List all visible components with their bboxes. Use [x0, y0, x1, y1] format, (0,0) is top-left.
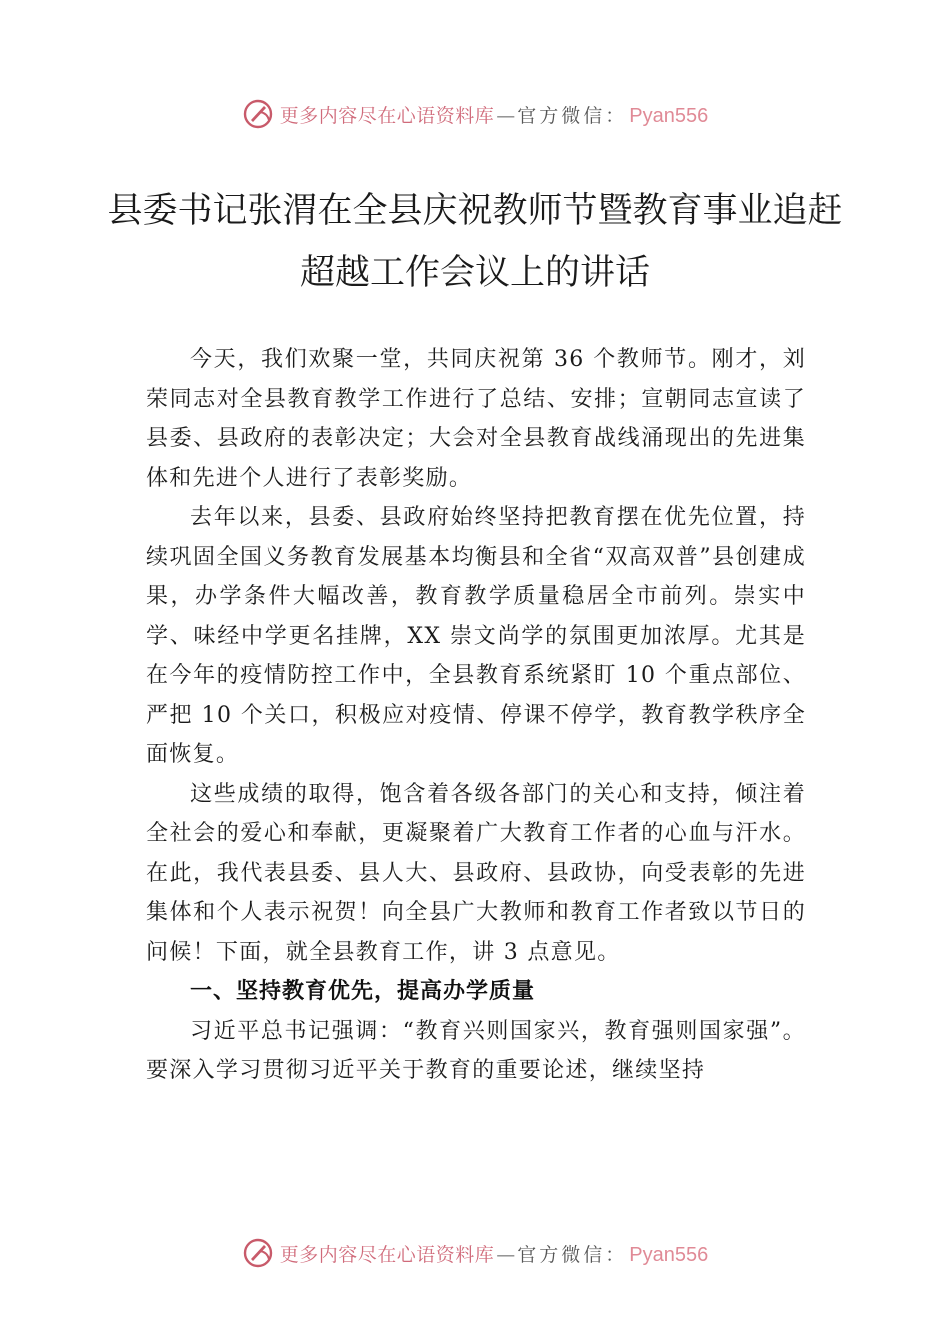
document-body — [146, 340, 806, 1091]
watermark-brand: 更多内容尽在心语资料库 — [279, 104, 495, 127]
paragraph: 这些成绩的取得，饱含着各级各部门的关心和支持，倾注着全社会的爱心和奉献，更凝聚着广大教育工作者的心血与汗水。在此，我代表县委、县人大、县政府、县政协，向受表彰的先进集体和个人表示祝贺！向全县广大教师和教育工作者致以节日的问候！下面，就全县教育工作，讲 3 点意见。 — [146, 781, 806, 965]
section-heading: 一、坚持教育优先，提高办学质量 — [190, 979, 536, 1004]
quill-seal-icon — [242, 98, 274, 130]
watermark-text — [280, 1240, 709, 1267]
paragraph: 今天，我们欢聚一堂，共同庆祝第 36 个教师节。刚才，刘荣同志对全县教育教学工作进行了总结、安排；宣朝同志宣读了县委、县政府的表彰决定；大会对全县教育战线涌现出的先进集体和先进个人进行了表彰奖励。 — [146, 347, 806, 491]
watermark-dash: — — [496, 1243, 516, 1266]
section-paragraph: 习近平总书记强调：“教育兴则国家兴，教育强则国家强”。要深入学习贯彻习近平关于教育的重要论述，继续坚持 — [146, 1018, 806, 1083]
watermark-label: 官方微信： — [517, 1243, 628, 1266]
watermark-dash: — — [496, 104, 516, 127]
footer-watermark — [0, 1233, 950, 1273]
header-watermark — [0, 94, 950, 134]
watermark-wechat-id: Pyan556 — [629, 1243, 709, 1266]
watermark-label: 官方微信： — [517, 104, 628, 127]
document-title: 县委书记张渭在全县庆祝教师节暨教育事业追赶超越工作会议上的讲话 — [107, 191, 843, 293]
quill-seal-icon — [242, 1237, 274, 1269]
watermark-text — [280, 101, 709, 128]
paragraph: 去年以来，县委、县政府始终坚持把教育摆在优先位置，持续巩固全国义务教育发展基本均衡县和全省“双高双普”县创建成果，办学条件大幅改善，教育教学质量稳居全市前列。崇实中学、味经中学更名挂牌，XX 崇文尚学的氛围更加浓厚。尤其是在今年的疫情防控工作中，全县教育系统紧盯 10 个重点部位、严把 10 个关口，积极应对疫情、停课不停学，教育教学秩序全面恢复。 — [146, 505, 806, 767]
watermark-brand: 更多内容尽在心语资料库 — [279, 1243, 495, 1266]
watermark-wechat-id: Pyan556 — [629, 104, 709, 127]
